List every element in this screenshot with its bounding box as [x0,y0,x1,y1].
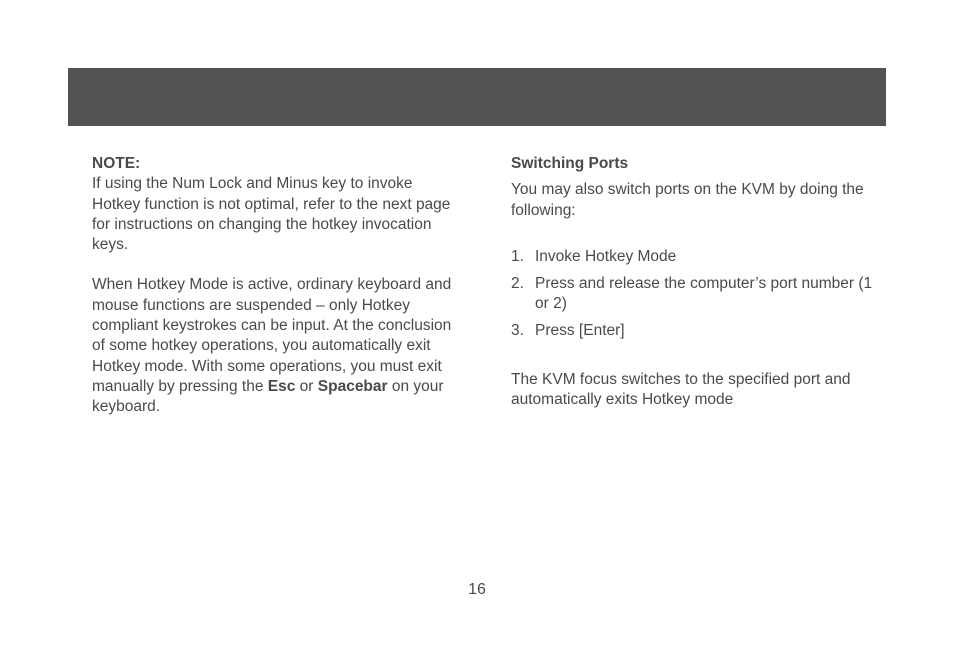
section-title: Switching Ports [511,155,629,172]
step-number: 3. [511,321,524,339]
note-text: If using the Num Lock and Minus key to invoke Hotkey function is not optimal, refer to the next page for instructions on changing the hotkey invocation keys. [92,175,451,254]
page-number: 16 [468,581,486,598]
header-band [68,68,886,126]
paragraph-text-part2: on your keyboard. [92,377,444,416]
step-number: 2. [511,274,524,292]
intro-text: You may also switch ports on the KVM by doing the following: [511,181,864,219]
hotkey-mode-paragraph [92,275,452,417]
step-item [511,247,876,267]
step-text: Press [Enter] [535,321,625,339]
note-title: NOTE: [92,155,141,172]
outro-text: The KVM focus switches to the specified port and automatically exits Hotkey mode [511,371,851,409]
spacer [92,255,452,275]
step-number: 1. [511,247,524,265]
right-column [511,154,876,411]
step-item [511,321,876,341]
steps-list [511,247,876,341]
step-text: Invoke Hotkey Mode [535,247,677,265]
paragraph-text-or: or [295,377,318,395]
key-esc: Esc [267,377,296,395]
step-text: Press and release the computer’s port number (1 or 2) [535,274,873,312]
paragraph-text-part1: When Hotkey Mode is active, ordinary keyboard and mouse functions are suspended – only Hotkey compliant keystrokes can be input. At the conclusion of some hotkey operations, you automatically exit Hotkey mode. With some operations, you must exit manually by pressing the [92,276,452,395]
step-item [511,274,876,315]
left-column [92,154,452,418]
key-spacebar: Spacebar [317,377,388,395]
